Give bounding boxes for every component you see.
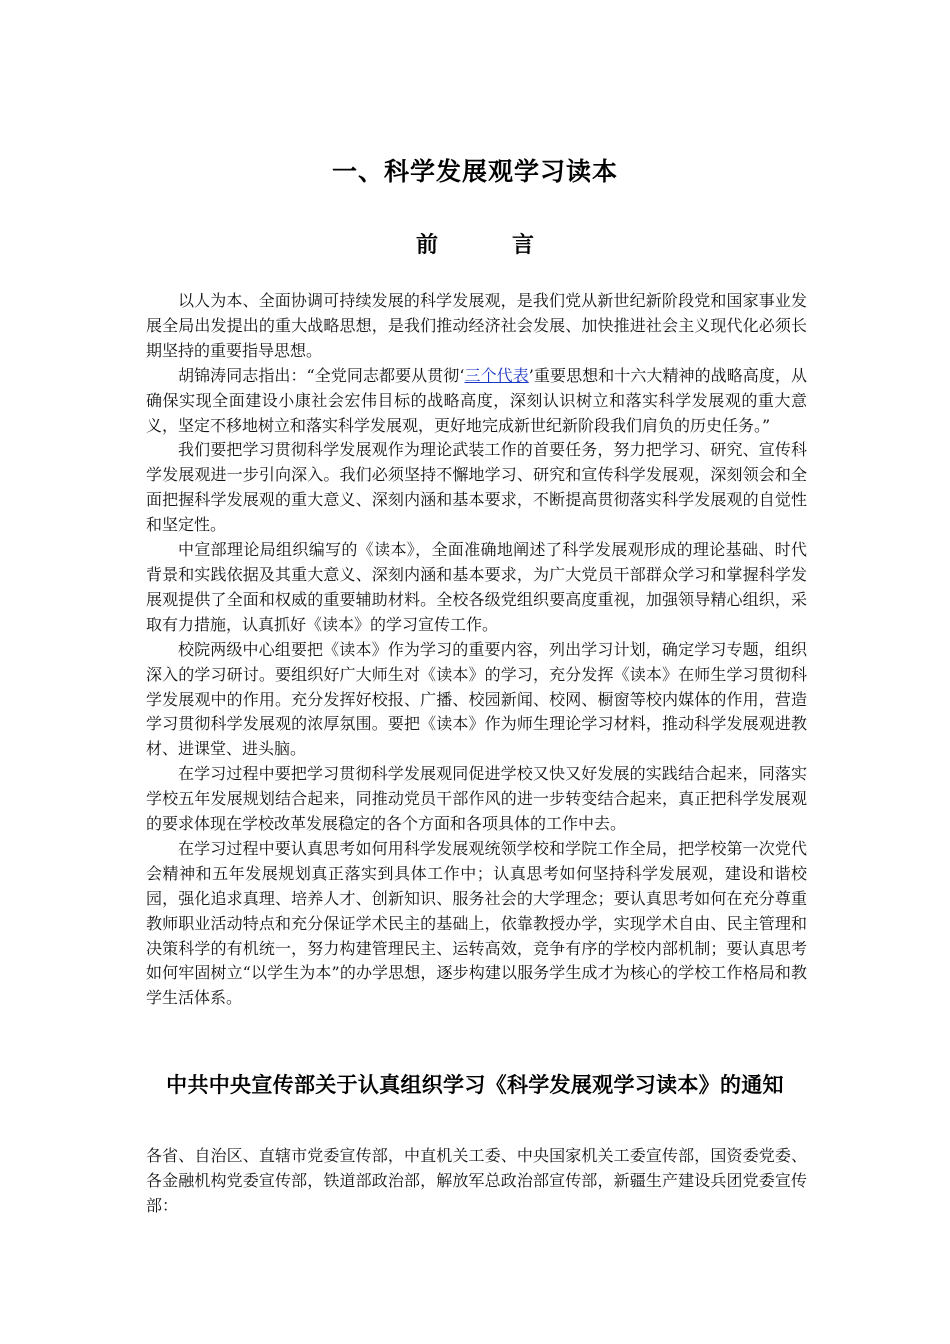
quote-rest-text: ’重要思想和十六大精神的战略高度，从确保实现全面建设小康社会宏伟目标的战略高度，深刻认识树立和落实科学发展观的重大意义，坚定不移地树立和落实科学发展观，更好地完成新世纪新阶段我们肩负的历史任务。” (146, 365, 807, 435)
preface-paragraph: 在学习过程中要把学习贯彻科学发展观同促进学校又快又好发展的实践结合起来，同落实学校五年发展规划结合起来，同推动党员干部作风的进一步转变结合起来，真正把科学发展观的要求体现在学校改革发展稳定的各个方面和各项具体的工作中去。 (146, 764, 807, 834)
preface-title: 前 言 (415, 232, 560, 258)
quote-lead-text: 胡锦涛同志指出：“全党同志都要从贯彻‘ (178, 365, 465, 385)
notice-body (146, 1144, 807, 1219)
preface-body (146, 289, 807, 1011)
notice-title: 中共中央宣传部关于认真组织学习《科学发展观学习读本》的通知 (166, 1072, 784, 1097)
preface-paragraph: 我们要把学习贯彻科学发展观作为理论武装工作的首要任务，努力把学习、研究、宣传科学发展观进一步引向深入。我们必须坚持不懈地学习、研究和宣传科学发展观，深刻领会和全面把握科学发展观的重大意义、深刻内涵和基本要求，不断提高贯彻落实科学发展观的自觉性和坚定性。 (146, 440, 807, 535)
preface-paragraph: 在学习过程中要认真思考如何用科学发展观统领学校和学院工作全局，把学校第一次党代会精神和五年发展规划真正落实到具体工作中；认真思考如何坚持科学发展观，建设和谐校园，强化追求真理、培养人才、创新知识、服务社会的大学理念；要认真思考如何在充分尊重教师职业活动特点和充分保证学术民主的基础上，依靠教授办学，实现学术自由、民主管理和决策科学的有机统一，努力构建管理民主、运转高效，竞争有序的学校内部机制；要认真思考如何牢固树立“以学生为本”的办学思想，逐步构建以服务学生成才为核心的学校工作格局和教学生活体系。 (146, 838, 807, 1008)
preface-paragraph: 校院两级中心组要把《读本》作为学习的重要内容，列出学习计划，确定学习专题，组织深入的学习研讨。要组织好广大师生对《读本》的学习，充分发挥《读本》在师生学习贯彻科学发展观中的作用。充分发挥好校报、广播、校园新闻、校网、橱窗等校内媒体的作用，营造学习贯彻科学发展观的浓厚氛围。要把《读本》作为师生理论学习材料，推动科学发展观进教材、进课堂、进头脑。 (146, 639, 807, 759)
preface-paragraph: 中宣部理论局组织编写的《读本》，全面准确地阐述了科学发展观形成的理论基础、时代背景和实践依据及其重大意义、深刻内涵和基本要求，为广大党员干部群众学习和掌握科学发展观提供了全面和权威的重要辅助材料。全校各级党组织要高度重视，加强领导精心组织，采取有力措施，认真抓好《读本》的学习宣传工作。 (146, 540, 807, 634)
preface-paragraph (146, 364, 807, 439)
three-represents-link[interactable]: 三个代表 (464, 365, 529, 385)
notice-recipients: 各省、自治区、直辖市党委宣传部，中直机关工委、中央国家机关工委宣传部，国资委党委、各金融机构党委宣传部，铁道部政治部，解放军总政治部宣传部，新疆生产建设兵团党委宣传部： (146, 1146, 807, 1215)
main-title: 一、科学发展观学习读本 (331, 157, 618, 186)
preface-paragraph: 以人为本、全面协调可持续发展的科学发展观，是我们党从新世纪新阶段党和国家事业发展全局出发提出的重大战略思想，是我们推动经济社会发展、加快推进社会主义现代化必须长期坚持的重要指导思想。 (146, 291, 807, 360)
